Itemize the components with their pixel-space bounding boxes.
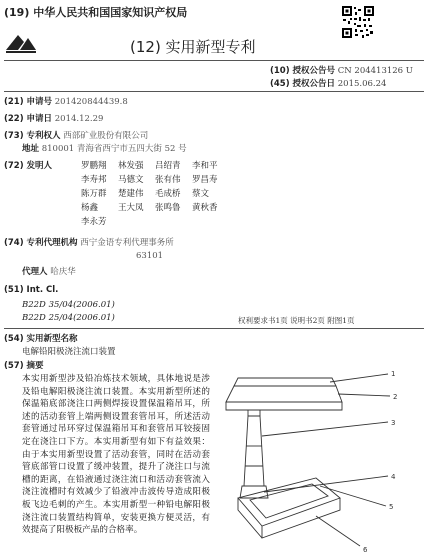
patent-agency-value: 西宁金语专利代理事务所 [80, 238, 174, 248]
int-cl-item: B22D 25/04(2006.01) [22, 313, 115, 323]
patent-agency [4, 237, 174, 249]
pub-date-label: (45) 授权公告日 [270, 79, 336, 89]
drawing-label: 3 [391, 419, 396, 427]
agent [22, 266, 76, 278]
inventors-row [81, 160, 229, 172]
pub-date-value: 2015.06.24 [337, 79, 387, 89]
claims-info: 权利要求书1页 说明书2页 附图1页 [238, 316, 355, 325]
inventor-name: 蔡文 [192, 189, 210, 199]
int-cl [4, 284, 58, 296]
inventor-name: 罗鹏翔 [81, 161, 107, 171]
inventors-row [81, 188, 229, 200]
patentee-value: 西部矿业股份有限公司 [63, 131, 149, 141]
inventor-name: 杨鑫 [81, 203, 99, 213]
inventors-label: (72) 发明人 [4, 161, 53, 171]
application-number-value: 201420844439.8 [54, 97, 128, 107]
int-cl-item: B22D 35/04(2006.01) [22, 300, 115, 310]
header-divider [4, 60, 424, 61]
abstract-label: (57) 摘要 [4, 361, 44, 371]
inventor-name: 李寿邦 [81, 175, 107, 185]
drawing-label: 2 [393, 393, 398, 401]
document-title: (12) 实用新型专利 [130, 38, 256, 56]
inventors-row [81, 202, 229, 214]
inventor-name: 李永芳 [81, 217, 107, 227]
inventor-name: 林发强 [118, 161, 144, 171]
drawing-label: 6 [363, 546, 368, 554]
inventor-name: 张有伟 [155, 175, 181, 185]
pub-number [270, 64, 413, 76]
pub-number-label: (10) 授权公告号 [270, 66, 336, 76]
patent-drawing [220, 366, 424, 556]
office-name: (19) 中华人民共和国国家知识产权局 [4, 6, 188, 19]
address-value: 810001 青海省西宁市五四大街 52 号 [41, 144, 187, 154]
biblio-divider [4, 91, 424, 92]
patentee-label: (73) 专利权人 [4, 131, 61, 141]
filing-date-label: (22) 申请日 [4, 114, 53, 124]
patentee [4, 130, 148, 142]
drawing-label: 4 [391, 473, 396, 481]
qr-code-icon [341, 5, 375, 39]
address [22, 143, 187, 155]
inventor-name: 张鸣鲁 [155, 203, 181, 213]
application-number [4, 96, 128, 108]
patent-agency-code: 63101 [136, 251, 164, 261]
abstract-text: 本实用新型涉及铅冶炼技术领域，具体地说是涉及铅电解阳极浇注流口装置。本实用新型所述的保温箱底部浇注口两侧焊接设置保温箱吊耳，所述的活动套管上端两侧设置套管吊耳，所述活动套管通过吊环穿过保温箱吊耳和套管吊耳铰接固定在浇注口下方。本实用新型有如下有益效果：由于本实用新型设置了活动套管，同时在活动套管底部管口设置了缓冲装置，提升了浇注口与流槽的距离，在铅液通过浇注流口和活动套管流入浇注流槽时有效减少了铅液冲击波传导造成阳极板飞边毛刺的产生。本实用新型一种铅电解阳极浇注流口装置结构简单，安装更换方便灵活，有效提高了阳极板产品的合格率。 [22, 374, 210, 536]
sipo-logo-icon [4, 32, 38, 54]
inventor-name: 陈万群 [81, 189, 107, 199]
patent-agency-label: (74) 专利代理机构 [4, 238, 78, 248]
utility-title: 电解铅阳极浇注流口装置 [22, 347, 116, 357]
filing-date-value: 2014.12.29 [54, 114, 104, 124]
abstract-divider [4, 328, 424, 329]
inventor-name: 罗昌寿 [192, 175, 218, 185]
inventors-row [81, 216, 118, 228]
agent-label: 代理人 [22, 267, 48, 277]
inventor-name: 王大凤 [118, 203, 144, 213]
inventor-name: 马德文 [118, 175, 144, 185]
application-number-label: (21) 申请号 [4, 97, 53, 107]
inventor-name: 吕绍青 [155, 161, 181, 171]
address-label: 地址 [22, 144, 40, 154]
inventor-name: 楚建伟 [118, 189, 144, 199]
drawing-label: 5 [389, 503, 394, 511]
inventor-name: 黄秋香 [192, 203, 218, 213]
int-cl-label: (51) Int. Cl. [4, 285, 59, 295]
pub-number-value: CN 204413126 U [337, 66, 413, 76]
inventor-name: 李和平 [192, 161, 218, 171]
pub-date [270, 77, 386, 89]
inventor-name: 毛成桥 [155, 189, 181, 199]
filing-date [4, 113, 103, 125]
drawing-label: 1 [391, 370, 396, 378]
inventors-row [81, 174, 229, 186]
utility-title-label: (54) 实用新型名称 [4, 334, 78, 344]
agent-value: 哈庆华 [50, 267, 76, 277]
